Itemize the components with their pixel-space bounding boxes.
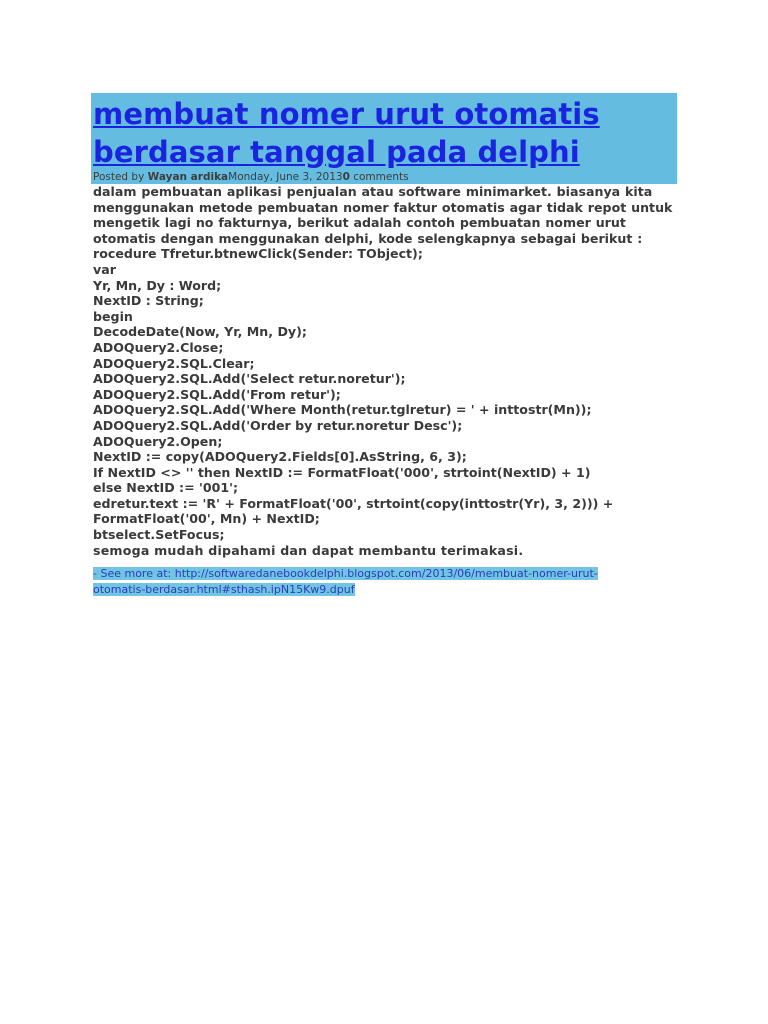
post-body [91, 184, 677, 558]
post-date: Monday, June 3, 2013 [228, 171, 343, 183]
code-line: btselect.SetFocus; [93, 527, 225, 543]
see-more-line-1[interactable]: - See more at: http://softwaredanebookdelphi.blogspot.com/2013/06/membuat-nomer-urut- [93, 567, 598, 581]
code-line: DecodeDate(Now, Yr, Mn, Dy); [93, 324, 307, 340]
code-line: edretur.text := 'R' + FormatFloat('00', strtoint(copy(inttostr(Yr), 3, 2))) + [93, 495, 614, 511]
code-line: FormatFloat('00', Mn) + NextID; [93, 511, 320, 527]
comments-link[interactable]: comments [349, 171, 409, 183]
blog-post [91, 93, 677, 598]
title-band [91, 93, 677, 171]
code-line: rocedure Tfretur.btnewClick(Sender: TObject); [93, 246, 423, 262]
code-line: ADOQuery2.SQL.Add('Order by retur.noretur Desc'); [93, 417, 463, 433]
code-line: NextID := copy(ADOQuery2.Fields[0].AsString, 6, 3); [93, 449, 467, 465]
see-more-line-2[interactable]: otomatis-berdasar.html#sthash.ipN15Kw9.dpuf [93, 583, 355, 597]
see-more-link[interactable] [91, 566, 643, 598]
code-line: ADOQuery2.SQL.Add('Select retur.noretur'); [93, 371, 406, 387]
code-line: Yr, Mn, Dy : Word; [93, 277, 222, 293]
code-line: else NextID := '001'; [93, 480, 239, 496]
code-block [93, 246, 677, 542]
closing-line: semoga mudah dipahami dan dapat membantu terimakasi. [93, 542, 524, 558]
code-line: ADOQuery2.Open; [93, 433, 223, 449]
author-link[interactable]: Wayan ardika [147, 171, 229, 183]
post-meta [91, 171, 677, 184]
code-line: ADOQuery2.Close; [93, 339, 224, 355]
code-line: NextID : String; [93, 293, 204, 309]
code-line: var [93, 261, 116, 277]
post-title-link[interactable]: membuat nomer urut otomatis berdasar tanggal pada delphi [93, 97, 600, 169]
code-line: ADOQuery2.SQL.Clear; [93, 355, 255, 371]
code-line: If NextID <> '' then NextID := FormatFloat('000', strtoint(NextID) + 1) [93, 464, 591, 480]
posted-by-label: Posted by [93, 171, 148, 183]
code-line: ADOQuery2.SQL.Add('Where Month(retur.tglretur) = ' + inttostr(Mn)); [93, 402, 592, 418]
code-line: begin [93, 308, 133, 324]
code-line: ADOQuery2.SQL.Add('From retur'); [93, 386, 341, 402]
comment-count[interactable]: 0 [342, 171, 350, 183]
intro-paragraph: dalam pembuatan aplikasi penjualan atau software minimarket. biasanya kita menggunakan metode pembuatan nomer faktur otomatis agar tidak repot untuk mengetik lagi no fakturnya, berikut adalah contoh pembuatan nomer urut otomatis dengan menggunakan delphi, kode selengkapnya sebagai berikut : [93, 184, 673, 246]
